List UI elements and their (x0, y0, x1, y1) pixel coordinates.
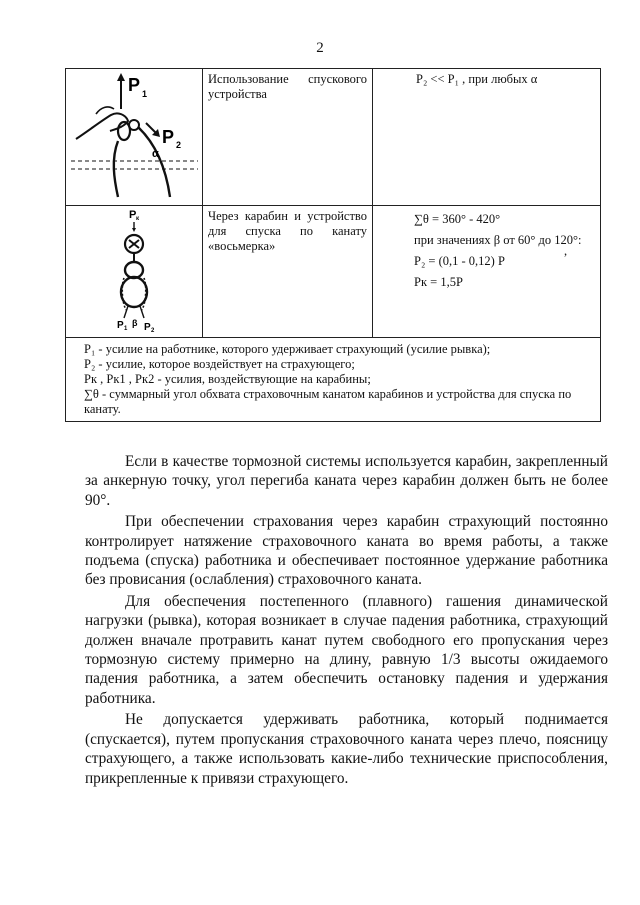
method-text: Использование спускового устройства (208, 72, 367, 101)
paragraph: При обеспечении страхования через карабин страхующий постоянно контролирует натяжение страховочного каната во время работы, а также подъема (спуска) работника и обеспечивает постоянное удержание работника без провисания (ослабления) страховочного каната. (85, 513, 608, 589)
method-cell (203, 206, 373, 338)
figure-eight-illustration (66, 206, 203, 333)
p1-label: P (117, 320, 124, 331)
descender-illustration (66, 69, 203, 201)
p2-sub: 2 (151, 328, 155, 333)
paragraph: Если в качестве тормозной системы используется карабин, закрепленный за анкерную точку, угол перегиба каната через карабин должен быть не более 90°. (85, 453, 608, 509)
method-cell (203, 69, 373, 206)
paragraph: Для обеспечения постепенного (плавного) гашения динамической нагрузки (рывка), которая возникает в случае падения работника, страхующий должен вначале протравить канат путем свободного его пропускания через тормозную систему примерно на длину, равную 1/3 высоты ожидаемого падения работника, а затем обеспечить остановку падения и удержания работника. (85, 592, 608, 707)
formula-cell (373, 69, 601, 206)
formula-line-2: при значениях β от 60° до 120°: (414, 233, 582, 247)
legend-theta: ∑θ - суммарный угол обхвата страховочным канатом карабинов и устройства для спуска по канату. (84, 387, 572, 416)
legend-pk: Pк , Pк1 , Pк2 - усилия, воздействующие на карабины; (84, 372, 371, 386)
formula-line-4: Pк = 1,5P (414, 275, 463, 289)
formula-line-3: P₂ = (0,1 - 0,12) P (414, 254, 505, 268)
beta-label: β (132, 318, 138, 328)
table-row (66, 69, 601, 206)
formula-line-3-wrap (414, 244, 595, 272)
p2-label: P (144, 322, 151, 333)
legend-cell (66, 338, 601, 422)
formula-line-1: ∑θ = 360° - 420° (414, 212, 501, 226)
descender-figure-cell (66, 69, 203, 206)
legend-row (66, 338, 601, 422)
page-number: 2 (316, 40, 324, 56)
paragraph: Не допускается удерживать работника, который поднимается (спускается), путем пропускания страховочного каната через плечо, поясницу страхующего, а также использовать какие-либо технические приспособления, прикрепленные к привязи страхующего. (85, 711, 608, 787)
body-text (85, 452, 608, 790)
p1-sub: 1 (142, 89, 148, 99)
p2-sub: 2 (176, 140, 182, 150)
belay-methods-table (65, 68, 601, 422)
p1-sub: 1 (124, 326, 128, 332)
legend-p1: P₁ - усилие на работнике, которого удерживает страхующий (усилие рывка); (84, 342, 491, 356)
alpha-label: α (152, 148, 159, 160)
formula-cell (373, 206, 601, 338)
table-row (66, 206, 601, 338)
p1-label: P (128, 75, 141, 95)
pk-label: P (129, 209, 137, 221)
formula-block (378, 209, 595, 293)
formula-comma: , (564, 244, 568, 258)
p2-label: P (162, 127, 175, 147)
legend-p2: P₂ - усилие, которое воздействует на страхующего; (84, 357, 355, 371)
pk-sub: к (136, 216, 140, 222)
figure-eight-figure-cell (66, 206, 203, 338)
formula-text: P₂ << P₁ , при любых α (416, 72, 538, 86)
method-text: Через карабин и устройство для спуска по канату «восьмерка» (208, 209, 367, 253)
